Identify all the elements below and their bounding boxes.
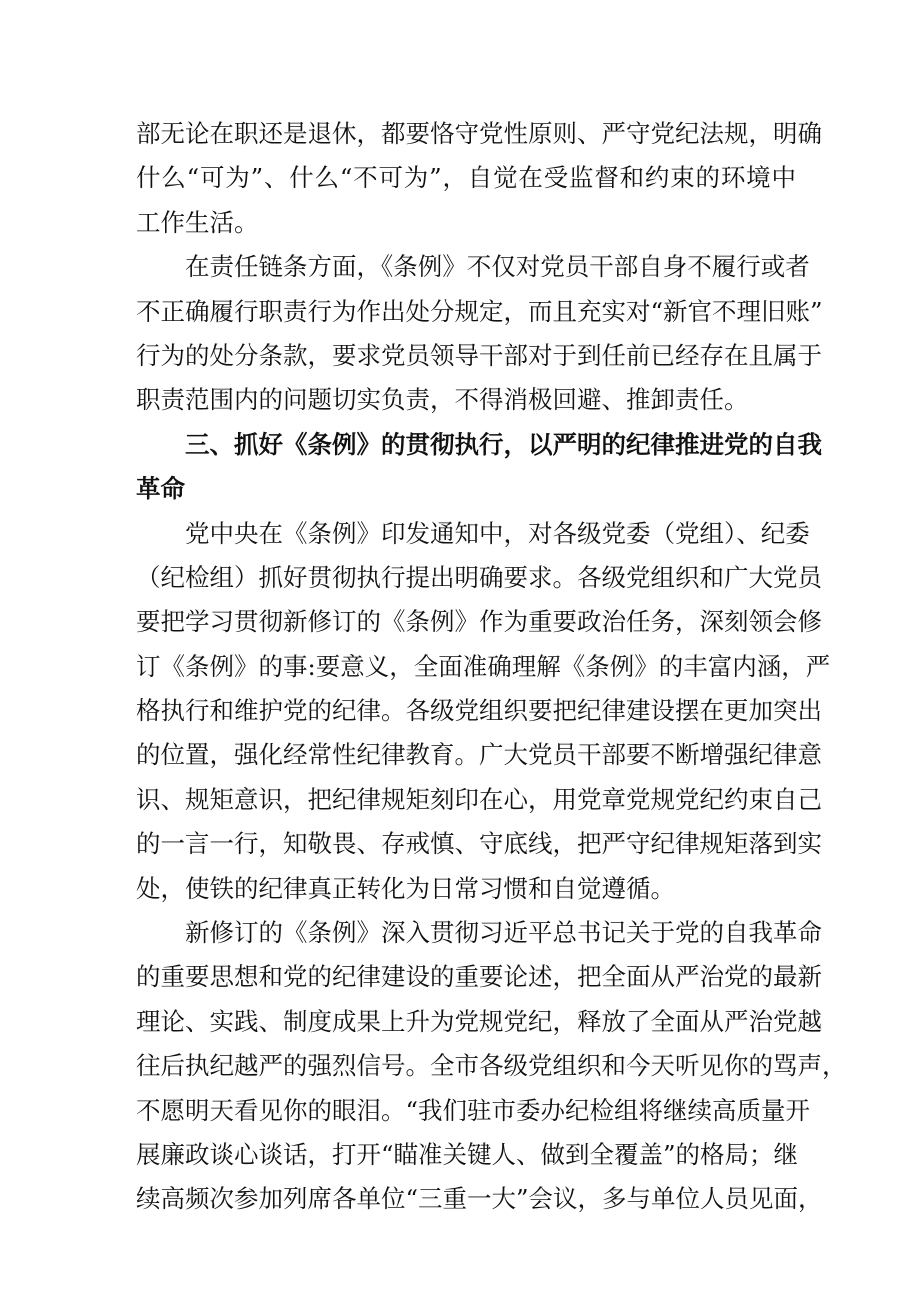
text-line: 部无论在职还是退休，都要恪守党性原则、严守党纪法规，明确 <box>136 119 822 148</box>
text-line: 什么“可为”、什么“不可为”，自觉在受监督和约束的环境中 <box>136 163 796 193</box>
text-line: 理论、实践、制度成果上升为党规党纪，释放了全面从严治党越 <box>136 1006 822 1036</box>
text-line: 党中央在《条例》印发通知中，对各级党委（党组）、纪委 <box>185 518 810 548</box>
text-line: 处，使铁的纪律真正转化为日常习惯和自觉遵循。 <box>136 873 675 903</box>
paragraph-4 <box>136 512 831 912</box>
text-line: 不愿明天看见你的眼泪。“我们驻市委办纪检组将继续高质量开 <box>136 1095 811 1125</box>
text-line: 要把学习贯彻新修订的《条例》作为重要政治任务，深刻领会修 <box>136 607 822 637</box>
document-body <box>136 112 847 1222</box>
text-line: 行为的处分条款，要求党员领导干部对于到任前已经存在且属于 <box>136 340 822 370</box>
text-line: 格执行和维护党的纪律。各级党组织要把纪律建设摆在更加突出 <box>136 696 822 726</box>
text-line: 在责任链条方面，《条例》不仅对党员干部自身不履行或者 <box>185 252 810 282</box>
text-line: 展廉政谈心谈话，打开“瞄准关键人、做到全覆盖”的格局；继 <box>136 1139 799 1169</box>
heading-line: 三、抓好《条例》的贯彻执行，以严明的纪律推进党的自我 <box>185 429 822 459</box>
text-line: 工作生活。 <box>136 207 259 237</box>
paragraph-1 <box>136 112 822 245</box>
text-line: 的一言一行，知敬畏、存戒慎、守底线，把严守纪律规矩落到实 <box>136 829 822 859</box>
text-line: 往后执纪越严的强烈信号。全市各级党组织和今天听见你的骂声， <box>136 1051 847 1081</box>
text-line: 新修订的《条例》深入贯彻习近平总书记关于党的自我革命 <box>185 918 822 948</box>
text-line: 的位置，强化经常性纪律教育。广大党员干部要不断增强纪律意 <box>136 740 822 770</box>
text-line: 识、规矩意识，把纪律规矩刻印在心，用党章党规党纪约束自己 <box>136 784 822 814</box>
section-heading-3 <box>136 423 822 512</box>
text-line: 职责范围内的问题切实负责，不得消极回避、推卸责任。 <box>136 385 749 415</box>
paragraph-5 <box>136 911 847 1222</box>
text-line: 续高频次参加列席各单位“三重一大”会议，多与单位人员见面， <box>136 1184 823 1214</box>
text-line: 不正确履行职责行为作出处分规定，而且充实对“新官不理旧账” <box>136 296 823 326</box>
paragraph-2 <box>136 245 823 423</box>
text-line: （纪检组）抓好贯彻执行提出明确要求。各级党组织和广大党员 <box>136 562 822 592</box>
text-line: 订《条例》的事:要意义，全面准确理解《条例》的丰富内涵，严 <box>136 651 831 681</box>
heading-line: 革命 <box>136 474 185 504</box>
text-line: 的重要思想和党的纪律建设的重要论述，把全面从严治党的最新 <box>136 962 822 992</box>
